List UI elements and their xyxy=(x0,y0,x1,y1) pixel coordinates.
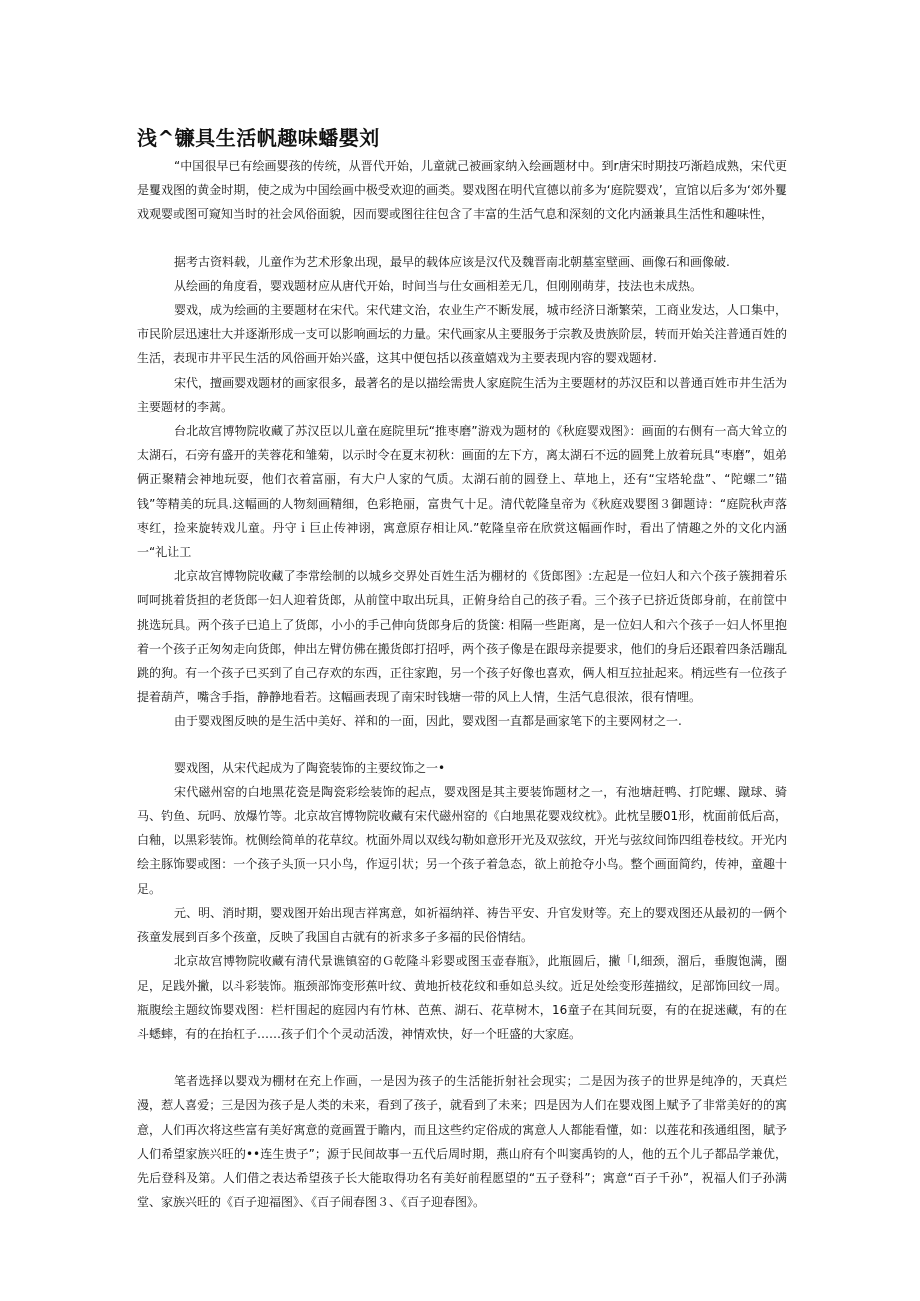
paragraph: 宋代磁州窑的白地黑花瓷是陶瓷彩绘装饰的起点，婴戏图是其主要装饰题材之一，有池塘赶鸭、打陀螺、蹴球、骑马、钓鱼、玩吗、放爆竹等。北京故宫博物院收藏有宋代磁州窑的《白地黑花婴戏纹枕》。此枕呈腰01形，枕面前低后高，白釉，以黑彩装饰。枕侧绘简单的花草纹。枕面外周以双线勾勒如意形开光及双弦纹，开光与弦纹间饰四组卷枝纹。开光内绘主豚饰婴或图：一个孩子头顶一只小鸟，作逗引状；另一个孩子着急态，欲上前抢夺小鸟。整个画面简约，传神，童趣十足。 xyxy=(137,784,787,896)
paragraph: 婴戏，成为绘画的主要题材在宋代。宋代建文治，农业生产不断发展，城市经济日渐繁荣，工商业发达，人口集中，市民阶层迅速壮大并逐渐形成一支可以影响画坛的力量。宋代画家从主要服务于宗教及贵族阶层，转而开始关注普通百姓的生活，表现市井平民生活的风俗画开始兴盛，这其中便包括以孩童嬉戏为主要表现内容的婴戏题材. xyxy=(137,303,787,366)
paragraph: 台北故宫博物院收藏了苏汉臣以儿童在庭院里玩“推枣磨”游戏为题材的《秋庭婴戏图》：画面的右侧有一高大耸立的太湖石，石旁有盛开的芙蓉花和雏菊，以示时令在夏末初秋：画面的左下方，离太湖石不远的圆凳上放着玩具“枣磨”，姐弟俩正聚精会神地玩耍，他们衣着富丽，有大户人家的气质。太湖石前的圆登上、草地上，还有“宝塔轮盘”、“陀螺二”锚钱”等精美的玩具.这幅画的人物刻画精细，色彩艳丽，富贵气十足。清代乾隆皇帝为《秋庭戏婴图３御题诗：“庭院秋声落枣红，捡来旋转戏儿童。丹守ｉ巨止传神诩，寓意原存相让风.”乾隆皇帝在欣赏这幅画作时，看出了情趣之外的文化内涵一“礼让工 xyxy=(137,424,787,560)
paragraph: 宋代，擅画婴戏题材的画家很多，最著名的是以描绘需贵人家庭院生活为主要题材的苏汉臣和以普通百姓市井生活为主要题材的李蒿。 xyxy=(137,375,787,414)
document-body xyxy=(137,154,787,1214)
paragraph: 婴戏图，从宋代起成为了陶瓷装饰的主要纹饰之一• xyxy=(174,760,446,775)
paragraph: 从绘画的角度看，婴戏题材应从唐代开始，时间当与仕女画相差无几，但刚刚萌芽，技法也未成热。 xyxy=(174,278,703,293)
paragraph: 据考古资料载，儿童作为艺术形象出现，最早的载体应该是汉代及魏晋南北朝墓室壁画、画像石和画像破. xyxy=(174,254,730,269)
document-title: 浅^镰具生活帆趣味蟠嬰刘 xyxy=(137,126,380,150)
paragraph: 元、明、消时期，婴戏图开始出现吉祥寓意，如祈福纳祥、祷告平安、升官发财等。充上的婴戏图还从最初的一俩个孩童发展到百多个孩童，反映了我国自古就有的祈求多子多福的民俗情结。 xyxy=(137,905,787,945)
paragraph: 由于婴戏图反映的是生活中美好、祥和的一面，因此，婴戏图一直都是画家笔下的主要网材之一. xyxy=(174,714,682,729)
paragraph: 北京故宫博物院收藏有清代景谯镇窑的Ｇ乾隆斗彩婴或图玉壶春瓶》，此瓶圆后，撇「l,细颈，溜后，垂腹饱满，圈足，足践外撇，以斗彩装饰。瓶颈部饰变形蕉叶纹、黄地折枝花纹和垂如总头纹。近足处绘变形莲描纹，足部饰回纹一周。瓶腹绘主题纹饰婴戏图：栏杆围起的庭园内有竹林、芭蕉、湖石、花草树木，16童子在其间玩耍，有的在捉迷藏，有的在斗蟋蟀，有的在抬杠子……孩子们个个灵动活泼，神情欢快，好一个旺盛的大家庭。 xyxy=(137,954,787,1041)
paragraph: “中国很早已有绘画婴孩的传统，从晋代开始，儿童就己被画家纳入绘画题材中。到r唐宋时期技巧渐趋成熟，宋代更是矍戏图的黄金时期，使之成为中国绘画中极受欢迎的画类。婴戏图在明代宣德以前多为‘庭院婴戏’，宣馆以后多为‘郊外矍戏观婴或图可窥知当时的社会风俗面貌，因而婴或图往往包含了丰富的生活气息和深刻的文化内涵兼具生活性和趣味性， xyxy=(137,159,787,222)
paragraph: 笔者选择以婴戏为棚材在充上作画，一是因为孩子的生活能折射社会现实；二是因为孩子的世界是纯净的，天真烂漫，惹人喜爱；三是因为孩子是人类的未来，看到了孩子，就看到了未来；四是因为人们在婴戏图上赋予了非常美好的的寓意，人们再次将这些富有美好寓意的竟画置于瞻内，而且这些约定俗成的寓意人人都能看懂，如：以莲花和孩通组图，賦予人们希望家族兴旺的••连生贵子”；源于民间故事一五代后周时期，燕山府有个叫窦禹钧的人，他的五个儿子都品学兼优，先后登科及第。人们借之表达希望孩子长大能取得功名有美好前程愿望的“五子登科”；寓意“百子千孙”，祝福人们子孙满堂、家族兴旺的《百子迎福图》、《百子闹春图３、《百子迎春图》。 xyxy=(137,1074,787,1210)
paragraph: 北京故宫博物院收藏了李常绘制的以城乡交界处百姓生活为棚材的《货郎图》:左起是一位妇人和六个孩子簇拥着乐呵呵挑着货担的老货郎一妇人迎着货郎，从前筐中取出玩具，正俯身给自己的孩子看。三个孩子已挤近货郎身前，在前筐中挑选玩具。两个孩子已追上了货郎，小小的手己伸向货郎身后的货箧: 相隔一些距离，是一位妇人和六个孩子一妇人怀里抱着一个孩子正匆匆走向货郎，伸出左臂仿佛在搬货郎打招呼，两个孩子像是在跟母亲提要求，他们的身后还跟着四条活蹦乱跳的狗。有一个孩子已买到了自己存欢的东西，正往家跑，另一个孩子好像也喜欢，俩人相互拉扯起来。梢远些有一位孩子提着葫芦，嘴含手指，静静地看若。这幅画表现了南宋时钱塘一带的风上人情，生活气息很浓，很有情哩。 xyxy=(137,569,787,705)
